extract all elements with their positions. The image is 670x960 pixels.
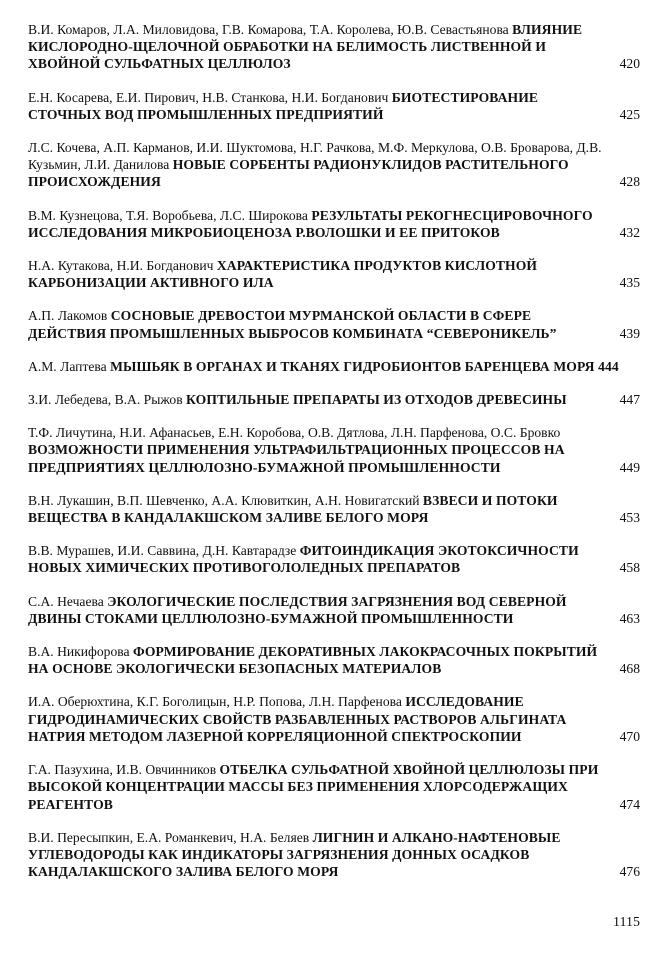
toc-entry xyxy=(28,829,640,881)
entry-authors: Н.А. Кутакова, Н.И. Богданович xyxy=(28,258,214,274)
entry-authors: Е.Н. Косарева, Е.И. Пирович, Н.В. Станкова, Н.И. Богданович xyxy=(28,89,389,105)
entry-title: СОСНОВЫЕ ДРЕВОСТОИ МУРМАНСКОЙ ОБЛАСТИ В СФЕРЕ ДЕЙСТВИЯ ПРОМЫШЛЕННЫХ ВЫБРОСОВ КОМБИНАТА “СЕВЕРОНИКЕЛЬ” xyxy=(28,308,557,341)
toc-entry xyxy=(28,257,640,291)
entry-page: 449 xyxy=(619,459,640,475)
entry-title: ЛИГНИН И АЛКАНО-НАФТЕНОВЫЕ УГЛЕВОДОРОДЫ КАК ИНДИКАТОРЫ ЗАГРЯЗНЕНИЯ ДОННЫХ ОСАДКОВ КАНДАЛАКШСКОГО ЗАЛИВА БЕЛОГО МОРЯ xyxy=(28,829,561,880)
entry-authors: Т.Ф. Личутина, Н.И. Афанасьев, Е.Н. Коробова, О.В. Дятлова, Л.Н. Парфенова, О.С. Бровко xyxy=(28,425,561,441)
toc-entry xyxy=(28,307,640,341)
entry-page: 420 xyxy=(619,56,640,72)
entry-authors: В.И. Комаров, Л.А. Миловидова, Г.В. Комарова, Т.А. Королева, Ю.В. Севастьянова xyxy=(28,22,509,37)
toc-entry xyxy=(28,89,640,123)
entry-page: 447 xyxy=(619,392,640,408)
entry-title: МЫШЬЯК В ОРГАНАХ И ТКАНЯХ ГИДРОБИОНТОВ БАРЕНЦЕВА МОРЯ 444 xyxy=(110,358,619,374)
entry-page: 468 xyxy=(619,661,640,677)
entry-title: ВЛИЯНИЕ КИСЛОРОДНО-ЩЕЛОЧНОЙ ОБРАБОТКИ НА БЕЛИМОСТЬ ЛИСТВЕННОЙ И ХВОЙНОЙ СУЛЬФАТНЫХ ЦЕЛЛЮЛОЗ xyxy=(28,22,583,72)
entry-authors: В.А. Никифорова xyxy=(28,644,130,660)
entry-title: ВЗВЕСИ И ПОТОКИ ВЕЩЕСТВА В КАНДАЛАКШСКОМ ЗАЛИВЕ БЕЛОГО МОРЯ xyxy=(28,492,558,526)
entry-authors: В.Н. Лукашин, В.П. Шевченко, А.А. Клювиткин, А.Н. Новигатский xyxy=(28,492,420,508)
toc-entry xyxy=(28,391,640,408)
entry-page: 432 xyxy=(619,224,640,240)
entry-authors: А.М. Лаптева xyxy=(28,358,107,374)
entry-authors: С.А. Нечаева xyxy=(28,593,104,609)
toc-entry xyxy=(28,643,640,677)
toc-entry xyxy=(28,593,640,627)
entry-page: 476 xyxy=(619,864,640,880)
entry-title: ВОЗМОЖНОСТИ ПРИМЕНЕНИЯ УЛЬТРАФИЛЬТРАЦИОННЫХ ПРОЦЕССОВ НА ПРЕДПРИЯТИЯХ ЦЕЛЛЮЛОЗНО-БУМАЖНОЙ ПРОМЫШЛЕННОСТИ xyxy=(28,442,565,475)
entry-page: 470 xyxy=(619,728,640,744)
toc-entry xyxy=(28,21,640,73)
entry-page: 453 xyxy=(619,510,640,526)
entry-page: 435 xyxy=(619,275,640,291)
toc-entry xyxy=(28,424,640,476)
toc-entry xyxy=(28,693,640,745)
entry-page: 463 xyxy=(619,610,640,626)
toc-entry xyxy=(28,139,640,191)
entry-authors: Л.С. Кочева, А.П. Карманов, И.И. Шуктомова, Н.Г. Рачкова, М.Ф. Меркулова, О.В. Броварова, Д.В. Кузьмин, Л.И. Данилова xyxy=(28,140,602,173)
entry-title: РЕЗУЛЬТАТЫ РЕКОГНЕСЦИРОВОЧНОГО ИССЛЕДОВАНИЯ МИКРОБИОЦЕНОЗА Р.ВОЛОШКИ И ЕЕ ПРИТОКОВ xyxy=(28,207,593,240)
toc-entry xyxy=(28,358,640,375)
entry-title: НОВЫЕ СОРБЕНТЫ РАДИОНУКЛИДОВ РАСТИТЕЛЬНОГО ПРОИСХОЖДЕНИЯ xyxy=(28,157,569,190)
entry-authors: А.П. Лакомов xyxy=(28,308,108,324)
entry-title: ФОРМИРОВАНИЕ ДЕКОРАТИВНЫХ ЛАКОКРАСОЧНЫХ ПОКРЫТИЙ НА ОСНОВЕ ЭКОЛОГИЧЕСКИ БЕЗОПАСНЫХ МАТЕРИАЛОВ xyxy=(28,644,598,677)
entry-page: 474 xyxy=(619,796,640,812)
page-number: 1115 xyxy=(613,915,640,930)
toc-entry xyxy=(28,542,640,576)
entry-title: БИОТЕСТИРОВАНИЕ СТОЧНЫХ ВОД ПРОМЫШЛЕННЫХ ПРЕДПРИЯТИЙ xyxy=(28,89,539,122)
entry-authors: З.И. Лебедева, В.А. Рыжов xyxy=(28,392,183,408)
entry-authors: В.М. Кузнецова, Т.Я. Воробьева, Л.С. Широкова xyxy=(28,207,308,223)
entry-authors: И.А. Оберюхтина, К.Г. Боголицын, Н.Р. Попова, Л.Н. Парфенова xyxy=(28,694,402,710)
entry-title: ЭКОЛОГИЧЕСКИЕ ПОСЛЕДСТВИЯ ЗАГРЯЗНЕНИЯ ВОД СЕВЕРНОЙ ДВИНЫ СТОКАМИ ЦЕЛЛЮЛОЗНО-БУМАЖНОЙ ПРОМЫШЛЕННОСТИ xyxy=(28,593,567,626)
entry-authors: В.В. Мурашев, И.И. Саввина, Д.Н. Кавтарадзе xyxy=(28,543,297,559)
entry-title: ФИТОИНДИКАЦИЯ ЭКОТОКСИЧНОСТИ НОВЫХ ХИМИЧЕСКИХ ПРОТИВОГОЛОЛЕДНЫХ ПРЕПАРАТОВ xyxy=(28,543,579,576)
entry-title: ХАРАКТЕРИСТИКА ПРОДУКТОВ КИСЛОТНОЙ КАРБОНИЗАЦИИ АКТИВНОГО ИЛА xyxy=(28,258,538,291)
table-of-contents xyxy=(28,21,640,896)
entry-page: 428 xyxy=(619,174,640,190)
entry-title: ИССЛЕДОВАНИЕ ГИДРОДИНАМИЧЕСКИХ СВОЙСТВ РАЗБАВЛЕННЫХ РАСТВОРОВ АЛЬГИНАТА НАТРИЯ МЕТОДОМ ЛАЗЕРНОЙ КОРРЕЛЯЦИОННОЙ СПЕКТРОСКОПИИ xyxy=(28,694,567,744)
entry-page: 425 xyxy=(619,106,640,122)
toc-entry xyxy=(28,761,640,813)
entry-page: 458 xyxy=(619,560,640,576)
entry-authors: Г.А. Пазухина, И.В. Овчинников xyxy=(28,762,217,778)
entry-title: КОПТИЛЬНЫЕ ПРЕПАРАТЫ ИЗ ОТХОДОВ ДРЕВЕСИНЫ xyxy=(186,392,567,408)
entry-title: ОТБЕЛКА СУЛЬФАТНОЙ ХВОЙНОЙ ЦЕЛЛЮЛОЗЫ ПРИ ВЫСОКОЙ КОНЦЕНТРАЦИИ МАССЫ БЕЗ ПРИМЕНЕНИЯ ХЛОРСОДЕРЖАЩИХ РЕАГЕНТОВ xyxy=(28,762,599,812)
entry-authors: В.И. Пересыпкин, Е.А. Романкевич, Н.А. Беляев xyxy=(28,829,310,845)
toc-entry xyxy=(28,492,640,526)
entry-page: 439 xyxy=(619,325,640,341)
toc-entry xyxy=(28,207,640,241)
